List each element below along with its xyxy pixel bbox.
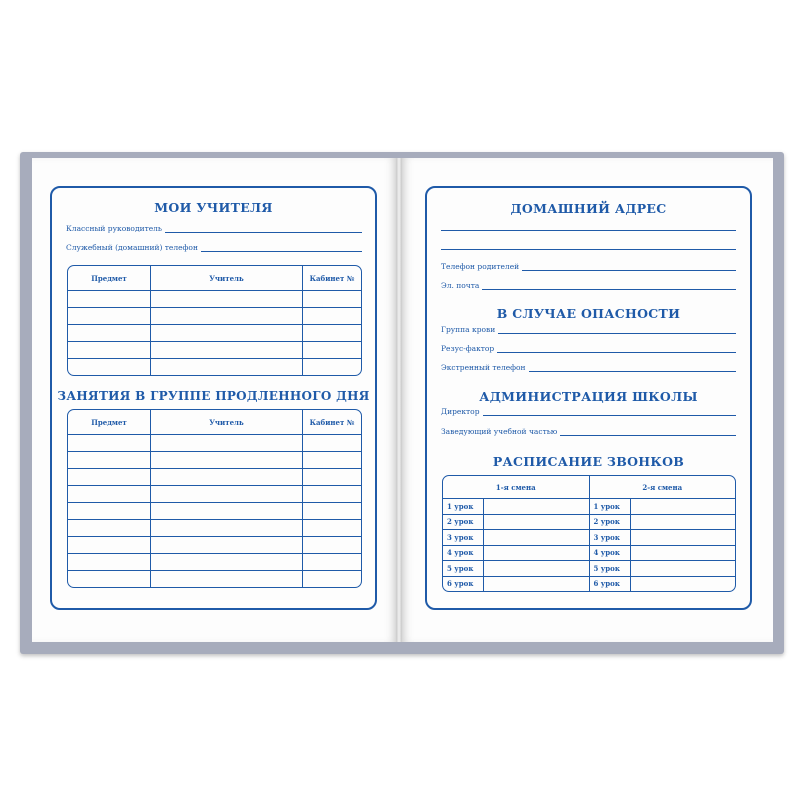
shift-2-lesson-label: 3 урок <box>589 530 630 546</box>
class-teacher-line[interactable] <box>165 224 362 233</box>
shift-2-time-cell[interactable] <box>630 546 736 562</box>
shift-1-time-cell[interactable] <box>483 530 589 546</box>
blood-group-label: Группа крови <box>441 325 496 334</box>
director-field[interactable] <box>441 407 736 416</box>
room-cell[interactable] <box>302 325 361 342</box>
room-cell[interactable] <box>302 342 361 359</box>
address-line-1[interactable] <box>441 230 736 231</box>
table-row <box>68 554 361 571</box>
emergency-phone-field[interactable] <box>441 363 736 372</box>
teacher-cell[interactable] <box>150 435 302 452</box>
table-row <box>68 359 361 375</box>
head-teacher-line[interactable] <box>560 427 736 436</box>
subject-header: Предмет <box>68 410 150 435</box>
table-row <box>68 325 361 342</box>
shift-1-time-cell[interactable] <box>483 577 589 592</box>
subject-cell[interactable] <box>68 486 150 503</box>
subject-cell[interactable] <box>68 308 150 325</box>
teacher-cell[interactable] <box>150 359 302 375</box>
room-cell[interactable] <box>302 537 361 554</box>
subject-cell[interactable] <box>68 537 150 554</box>
shift-2-lesson-label: 4 урок <box>589 546 630 562</box>
bell-row <box>443 530 735 546</box>
head-teacher-field[interactable] <box>441 427 736 436</box>
room-header: Кабинет № <box>302 266 361 291</box>
subject-cell[interactable] <box>68 359 150 375</box>
phone-label: Служебный (домашний) телефон <box>66 243 198 252</box>
teacher-cell[interactable] <box>150 503 302 520</box>
table-row <box>68 435 361 452</box>
shift-1-lesson-label: 3 урок <box>443 530 483 546</box>
subject-cell[interactable] <box>68 435 150 452</box>
shift-1-lesson-label: 5 урок <box>443 561 483 577</box>
shift-2-time-cell[interactable] <box>630 515 736 531</box>
parents-phone-line[interactable] <box>522 262 736 271</box>
room-cell[interactable] <box>302 554 361 571</box>
teacher-cell[interactable] <box>150 520 302 537</box>
director-line[interactable] <box>483 407 737 416</box>
email-field[interactable] <box>441 281 736 290</box>
room-cell[interactable] <box>302 486 361 503</box>
bell-schedule-title: РАСПИСАНИЕ ЗВОНКОВ <box>492 454 685 469</box>
teacher-cell[interactable] <box>150 291 302 308</box>
room-header: Кабинет № <box>302 410 361 435</box>
teacher-cell[interactable] <box>150 537 302 554</box>
teacher-cell[interactable] <box>150 554 302 571</box>
room-cell[interactable] <box>302 571 361 587</box>
my-teachers-title: МОИ УЧИТЕЛЯ <box>154 200 273 215</box>
subject-cell[interactable] <box>68 520 150 537</box>
table-row <box>68 291 361 308</box>
room-cell[interactable] <box>302 308 361 325</box>
subject-cell[interactable] <box>68 469 150 486</box>
shift-2-time-cell[interactable] <box>630 577 736 592</box>
room-cell[interactable] <box>302 469 361 486</box>
bell-row <box>443 515 735 531</box>
table-row <box>68 571 361 587</box>
shift-1-time-cell[interactable] <box>483 499 589 515</box>
notebook-spine <box>396 158 402 642</box>
table-row <box>68 486 361 503</box>
teacher-cell[interactable] <box>150 469 302 486</box>
rh-factor-line[interactable] <box>497 344 736 353</box>
teachers-table <box>67 265 362 376</box>
danger-title: В СЛУЧАЕ ОПАСНОСТИ <box>496 306 681 321</box>
table-row <box>68 342 361 359</box>
subject-cell[interactable] <box>68 342 150 359</box>
table-row <box>68 308 361 325</box>
phone-field[interactable] <box>66 243 362 252</box>
room-cell[interactable] <box>302 291 361 308</box>
parents-phone-label: Телефон родителей <box>441 262 520 271</box>
after-school-table <box>67 409 362 588</box>
room-cell[interactable] <box>302 359 361 375</box>
class-teacher-label: Классный руководитель <box>66 224 162 233</box>
shift-2-lesson-label: 1 урок <box>589 499 630 515</box>
table-row <box>68 452 361 469</box>
email-line[interactable] <box>482 281 736 290</box>
shift-2-time-cell[interactable] <box>630 561 736 577</box>
teacher-cell[interactable] <box>150 325 302 342</box>
phone-line[interactable] <box>201 243 362 252</box>
shift-1-lesson-label: 1 урок <box>443 499 483 515</box>
shift-1-time-cell[interactable] <box>483 546 589 562</box>
room-cell[interactable] <box>302 503 361 520</box>
bell-row <box>443 546 735 562</box>
room-cell[interactable] <box>302 452 361 469</box>
teacher-cell[interactable] <box>150 486 302 503</box>
bell-row <box>443 577 735 592</box>
teacher-header: Учитель <box>150 410 302 435</box>
subject-cell[interactable] <box>68 503 150 520</box>
table-row <box>68 520 361 537</box>
subject-cell[interactable] <box>68 325 150 342</box>
subject-cell[interactable] <box>68 554 150 571</box>
subject-cell[interactable] <box>68 452 150 469</box>
school-admin-title: АДМИНИСТРАЦИЯ ШКОЛЫ <box>479 389 698 404</box>
home-address-title: ДОМАШНИЙ АДРЕС <box>510 201 667 216</box>
table-row <box>68 537 361 554</box>
teacher-cell[interactable] <box>150 342 302 359</box>
rh-factor-field[interactable] <box>441 344 736 353</box>
shift-2-header: 2-я смена <box>589 476 736 499</box>
director-label: Директор <box>441 407 480 416</box>
room-cell[interactable] <box>302 435 361 452</box>
address-line-2[interactable] <box>441 249 736 250</box>
room-cell[interactable] <box>302 520 361 537</box>
shift-1-lesson-label: 6 урок <box>447 579 474 589</box>
bell-schedule-table <box>442 475 736 592</box>
shift-2-lesson-label: 5 урок <box>589 561 630 577</box>
bell-row <box>443 561 735 577</box>
emergency-phone-line[interactable] <box>529 363 736 372</box>
blood-group-field[interactable] <box>441 325 736 334</box>
head-teacher-label: Заведующий учебной частью <box>441 427 558 436</box>
bell-row <box>443 499 735 515</box>
rh-factor-label: Резус-фактор <box>441 344 495 353</box>
table-row <box>68 503 361 520</box>
teacher-cell[interactable] <box>150 571 302 587</box>
shift-1-header: 1-я смена <box>443 476 589 499</box>
class-teacher-field[interactable] <box>66 224 362 233</box>
shift-2-lesson-label: 6 урок <box>589 577 630 592</box>
teacher-cell[interactable] <box>150 308 302 325</box>
table-row <box>68 469 361 486</box>
shift-1-lesson-label: 4 урок <box>443 546 483 562</box>
teacher-header: Учитель <box>150 266 302 291</box>
shift-2-lesson-label: 2 урок <box>589 515 630 531</box>
blood-group-line[interactable] <box>498 325 736 334</box>
emergency-phone-label: Экстренный телефон <box>441 363 526 372</box>
shift-2-time-cell[interactable] <box>630 530 736 546</box>
after-school-title: ЗАНЯТИЯ В ГРУППЕ ПРОДЛЕННОГО ДНЯ <box>57 389 370 403</box>
parents-phone-field[interactable] <box>441 262 736 271</box>
teacher-cell[interactable] <box>150 452 302 469</box>
subject-header: Предмет <box>68 266 150 291</box>
shift-2-time-cell[interactable] <box>630 499 736 515</box>
shift-1-lesson-label: 2 урок <box>443 515 483 531</box>
shift-1-time-cell[interactable] <box>483 515 589 531</box>
subject-cell[interactable] <box>68 291 150 308</box>
email-label: Эл. почта <box>441 281 480 290</box>
shift-1-time-cell[interactable] <box>483 561 589 577</box>
subject-cell[interactable] <box>68 571 150 587</box>
